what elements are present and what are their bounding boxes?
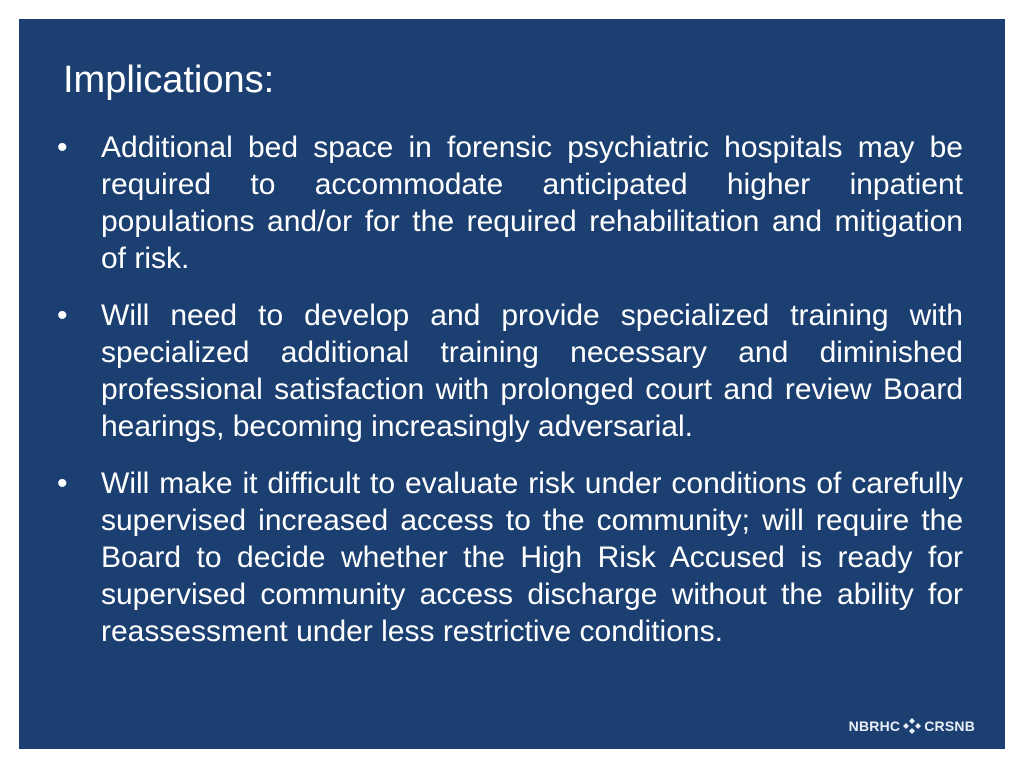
logo-left-text: NBRHC	[848, 718, 901, 734]
bullet-glyph: •	[57, 467, 68, 500]
slide	[19, 19, 1005, 749]
organization-logo	[849, 718, 975, 734]
bullet-glyph: •	[57, 299, 68, 332]
bullet-glyph: •	[57, 131, 68, 164]
bullet-item	[57, 297, 963, 445]
four-diamonds-icon	[903, 718, 921, 734]
bullet-item	[57, 465, 963, 650]
bullet-list	[57, 129, 963, 670]
logo-right-text: CRSNB	[924, 718, 975, 734]
bullet-item	[57, 129, 963, 277]
bullet-text: Additional bed space in forensic psychiatric hospitals may be required to accommodate anticipated higher inpatient populations and/or for the required rehabilitation and mitigation of risk.	[101, 131, 963, 275]
bullet-text: Will need to develop and provide specialized training with specialized additional training necessary and diminished professional satisfaction with prolonged court and review Board hearings, becoming increasingly adversarial.	[101, 299, 963, 443]
slide-title: Implications:	[63, 59, 275, 101]
bullet-text: Will make it difficult to evaluate risk under conditions of carefully supervised increased access to the community; will require the Board to decide whether the High Risk Accused is ready for supervised community access discharge without the ability for reassessment under less restrictive conditions.	[101, 467, 963, 648]
